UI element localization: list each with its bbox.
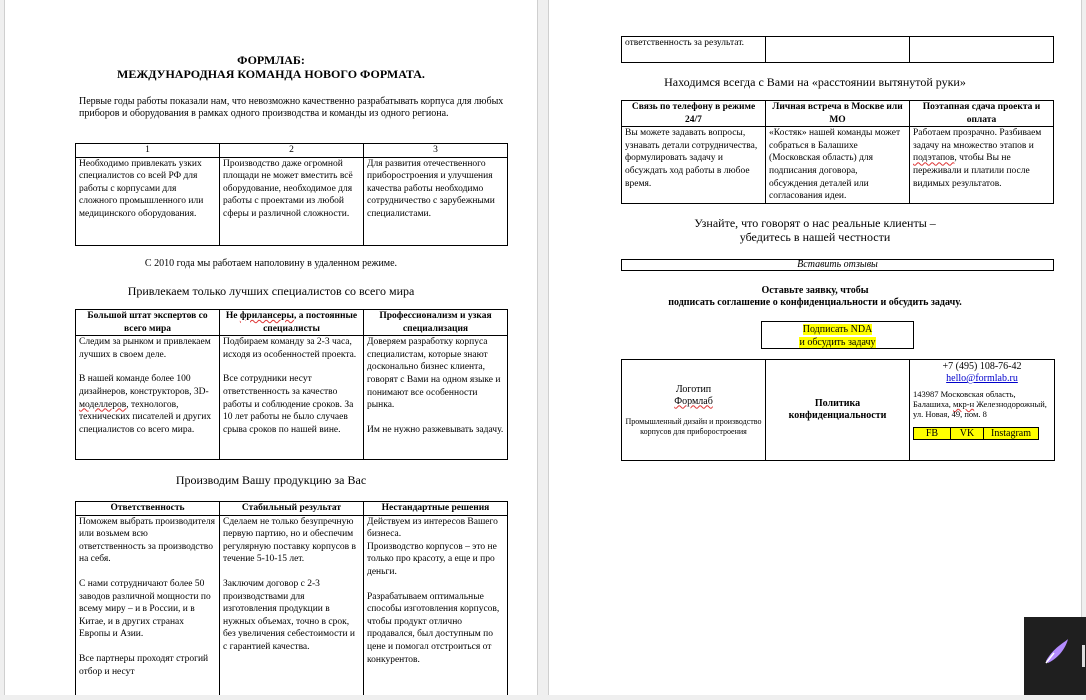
reviews-heading: Узнайте, что говорят о нас реальные клиенты – xyxy=(694,216,936,230)
production-cell-solutions xyxy=(364,515,508,695)
contact-header-stages: Поэтапная сдача проекта и оплата xyxy=(910,101,1054,127)
production-heading: Производим Вашу продукцию за Вас xyxy=(175,473,367,487)
contact-header-phone: Связь по телефону в режиме 24/7 xyxy=(622,101,766,127)
cell-paragraph-post: , технологов, технических писателей и других специалистов со всего мира. xyxy=(79,399,212,435)
document-page-left xyxy=(4,0,538,695)
continued-table xyxy=(621,36,1054,63)
address-pre: 143987 Московская область, Балашиха, xyxy=(913,389,1016,409)
contact-table xyxy=(621,100,1054,204)
problems-cell-3: Для развития отечественного приборостроения и улучшения качества работы необходимо сотрудничество с зарубежными специалистами. xyxy=(364,157,508,245)
specialists-header-profession: Профессионализм и узкая специализация xyxy=(364,310,508,336)
spellcheck-word: фрилансеры xyxy=(239,311,294,321)
instagram-link[interactable]: Instagram xyxy=(983,427,1039,440)
specialists-heading: Привлекаем только лучших специалистов со всего мира xyxy=(127,284,415,298)
production-header-responsibility: Ответственность xyxy=(76,502,220,516)
facebook-link[interactable]: FB xyxy=(913,427,951,440)
contact-cell-meeting: «Костяк» нашей команды может собраться в Балашихе (Московская область) для подписания договора, обсуждения деталей или согласования идеи. xyxy=(766,127,910,204)
problems-table xyxy=(75,143,508,246)
problems-cell-2: Производство даже огромной площади не может вместить всё оборудование, необходимое для работы с проектами из любой сферы и различной сложности. xyxy=(220,157,364,245)
continued-cell-empty xyxy=(766,37,910,63)
cell-paragraph: Доверяем разработку корпуса специалистам, которые знают досконально бизнес клиента, говорят с Вами на одном языке и понимают все особенности рынка. xyxy=(367,337,501,411)
continued-cell-empty xyxy=(910,37,1054,63)
production-cell-result xyxy=(220,515,364,695)
address xyxy=(913,389,1051,419)
production-header-result: Стабильный результат xyxy=(220,502,364,516)
cell-paragraph: Следим за рынком и привлекаем лучших в своем деле. xyxy=(79,337,211,360)
header-text-post: , а постоянные специалисты xyxy=(263,311,358,334)
email-link[interactable]: hello@formlab.ru xyxy=(946,373,1018,384)
cta-heading: Оставьте заявку, чтобы xyxy=(761,285,869,296)
problems-cell-1: Необходимо привлекать узких специалистов со всей РФ для работы с корпусами для сложного промышленного или медицинского оборудования. xyxy=(76,157,220,245)
cell-paragraph: Производство корпусов – это не только про красоту, а еще и про деньги. xyxy=(367,541,497,577)
nda-button-label: Подписать NDA xyxy=(802,324,873,335)
specialists-cell-profession xyxy=(364,336,508,460)
logo-name: Формлаб xyxy=(674,395,713,407)
problems-header-3: 3 xyxy=(364,144,508,158)
spellcheck-word: мкр-н xyxy=(953,399,975,409)
problems-header-2: 2 xyxy=(220,144,364,158)
page-title: ФОРМЛАБ: xyxy=(237,53,305,67)
cell-paragraph-pre: В нашей команде более 100 дизайнеров, конструкторов, 3D- xyxy=(79,374,209,397)
document-page-right xyxy=(548,0,1082,695)
problems-header-1: 1 xyxy=(76,144,220,158)
contact-heading: Находимся всегда с Вами на «расстоянии вытянутой руки» xyxy=(664,75,966,89)
page-subtitle: МЕЖДУНАРОДНАЯ КОМАНДА НОВОГО ФОРМАТА. xyxy=(117,67,425,81)
nda-button-label-2: и обсудить задачу xyxy=(799,336,876,348)
spellcheck-word: моделлеров xyxy=(79,399,127,410)
spellcheck-word: подэтапов xyxy=(913,153,955,164)
footer-table xyxy=(621,359,1055,461)
vk-link[interactable]: VK xyxy=(950,427,984,440)
production-table xyxy=(75,501,508,695)
specialists-cell-staff xyxy=(220,336,364,460)
cell-paragraph: Заключим договор с 2-3 производствами для изготовления продукции в нужных объемах, точно в срок, без увеличения себестоимости и с гарантией качества. xyxy=(223,578,355,652)
contact-cell-stages xyxy=(910,127,1054,204)
specialists-table xyxy=(75,309,508,460)
cell-paragraph: Разрабатываем оптимальные способы изготовления корпусов, чтобы продукт отлично продавался, был доступным по цене и помогал отстроиться от конкурентов. xyxy=(367,591,500,665)
cell-paragraph: Поможем выбрать производителя или возьмем всю ответственность за производство на себя. xyxy=(79,516,215,565)
specialists-header-experts: Большой штат экспертов со всего мира xyxy=(76,310,220,336)
cell-paragraph: Им не нужно разжевывать задачу. xyxy=(367,424,504,435)
reviews-subheading: убедитесь в нашей честности xyxy=(739,230,891,244)
social-links xyxy=(913,427,1051,440)
cell-text-post: , чтобы Вы не переживали и платили после видимых результатов. xyxy=(913,153,1030,189)
remote-note: С 2010 года мы работаем наполовину в удаленном режиме. xyxy=(144,258,398,269)
company-tagline: Промышленный дизайн и производство корпусов для приборостроения xyxy=(625,416,762,436)
address-post: Железнодорожный, ул. Новая, 49, пом. 8 xyxy=(913,399,1047,419)
floating-tool-button[interactable] xyxy=(1024,617,1086,695)
cell-paragraph: Все партнеры проходят строгий отбор и несут xyxy=(79,653,209,677)
specialists-header-staff xyxy=(220,310,364,336)
nda-button[interactable] xyxy=(761,321,914,349)
footer-logo-cell xyxy=(622,360,766,461)
contact-header-meeting: Личная встреча в Москве или МО xyxy=(766,101,910,127)
cell-paragraph: Подбираем команду за 2-3 часа, исходя из особенностей проекта. xyxy=(223,337,357,360)
feather-pen-icon xyxy=(1024,617,1086,695)
cell-paragraph: Действуем из интересов Вашего бизнеса. xyxy=(367,516,498,540)
intro-paragraph: Первые годы работы показали нам, что невозможно качественно разрабатывать корпуса для любых приборов и оборудования в рамках одного производства и команды из одного региона. xyxy=(79,96,504,119)
reviews-placeholder[interactable]: Вставить отзывы xyxy=(621,259,1054,271)
phone-number[interactable]: +7 (495) 108-76-42 xyxy=(942,361,1022,372)
privacy-policy-link[interactable]: Политика конфиденциальности xyxy=(766,360,910,461)
cell-paragraph: Сделаем не только безупречную первую партию, но и обеспечим регулярную поставку корпусов в течение 5-10-15 лет. xyxy=(223,516,357,565)
header-text-pre: Не xyxy=(225,311,240,321)
specialists-cell-experts xyxy=(76,336,220,460)
contact-cell-phone: Вы можете задавать вопросы, узнавать детали сотрудничества, формулировать задачу и обсуждать ход работы в любое время. xyxy=(622,127,766,204)
logo-placeholder: Логотип xyxy=(675,383,712,395)
footer-contacts-cell xyxy=(910,360,1055,461)
production-header-solutions: Нестандартные решения xyxy=(364,502,508,516)
cell-paragraph: С нами сотрудничают более 50 заводов различной мощности по всему миру – и в России, и в Китае, и в других странах Европы и Азии. xyxy=(79,578,211,640)
cell-paragraph: Все сотрудники несут ответственность за качество работы и соблюдение сроков. За 10 лет работы не было случаев срыва сроков по нашей вине. xyxy=(223,374,354,435)
production-cell-responsibility xyxy=(76,515,220,695)
cta-subheading: подписать соглашение о конфиденциальности и обсудить задачу. xyxy=(668,297,962,308)
continued-cell: ответственность за результат. xyxy=(622,37,766,63)
cell-text-pre: Работаем прозрачно. Разбиваем задачу на множество этапов и xyxy=(913,128,1042,151)
